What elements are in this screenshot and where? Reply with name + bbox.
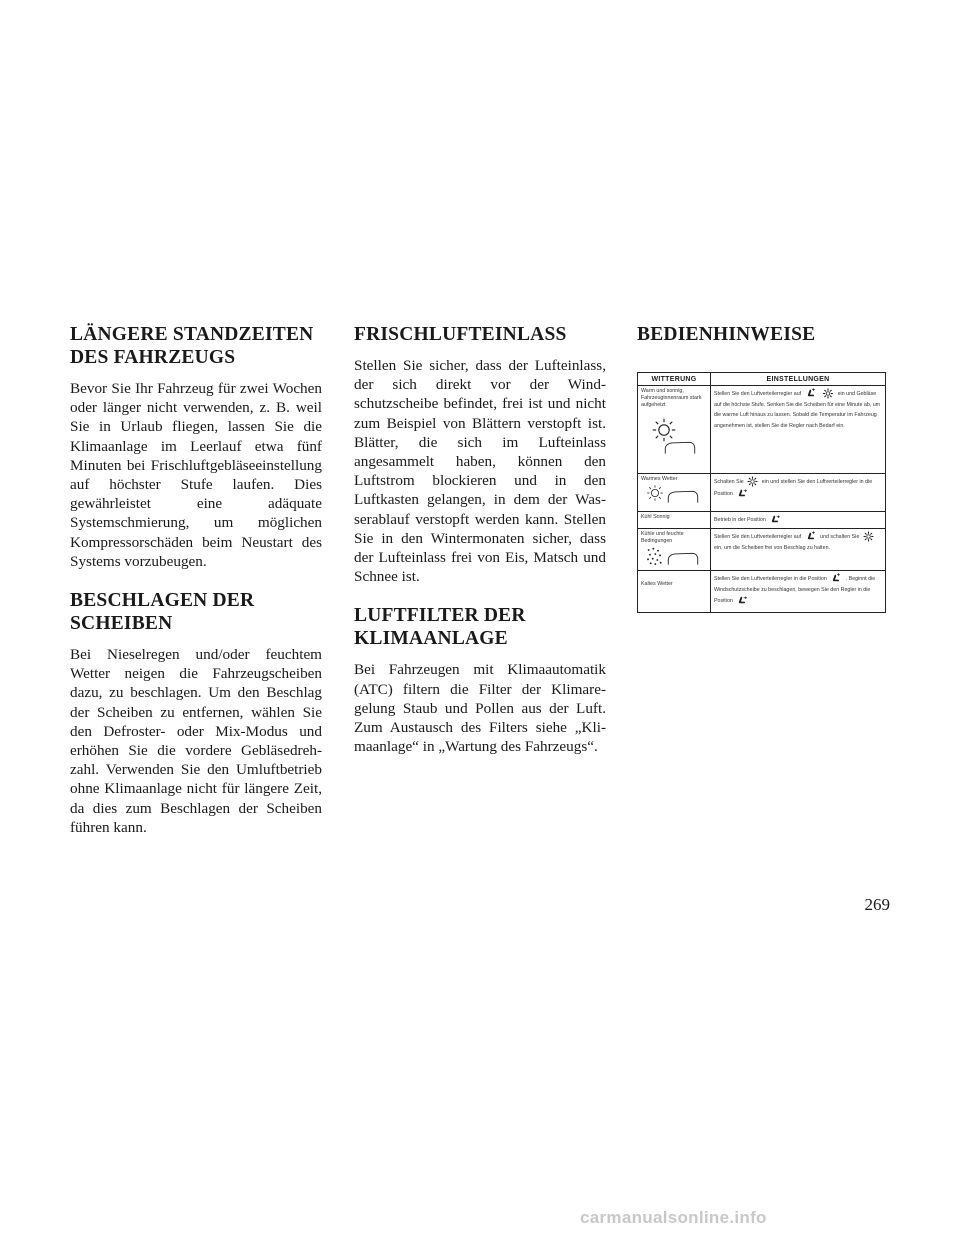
watermark: carmanualsonline.info — [580, 1208, 767, 1227]
column-2 — [354, 323, 606, 770]
bilevel-vent-icon — [769, 514, 781, 525]
paragraph-beschlagen: Bei Nieselregen und/oder feuchtem Wetter neigen die Fahrzeugscheiben dazu, zu beschlagen. Um den Beschlag der Scheiben zu entfernen, wählen Sie den Defroster- oder Mix-Modus und erhöhen Sie die vordere Gebläsedrehzahl. Verwenden Sie den Umluftbetrieb ohne Klimaanlage nicht für längere Zeit, da dies zum Beschlagen der Scheiben führen kann. — [70, 646, 322, 836]
condition-cell — [638, 529, 711, 571]
condition-text: Kühle und feuchte Bedingungen — [641, 531, 684, 544]
floor-vent-icon — [830, 573, 842, 584]
paragraph-luftfilter: Bei Fahrzeugen mit Klimaautomatik (ATC) filtern die Filter der Klimaregelung Staub und Pollen aus der Luft. Zum Austausch des Filters siehe „Klimaanlage“ in „Wartung des Fahrzeugs“. — [354, 661, 606, 756]
defrost-vent-icon — [736, 595, 748, 606]
paragraph-frischlufteinlass: Stellen Sie sicher, dass der Lufteinlass, der sich direkt vor der Windschutzscheibe befindet, frei ist und nicht zum Beispiel von Blättern verstopft ist. Blätter, die sich im Lufteinlass angesammelt haben, können den Luftstrom blockieren und in den Luftkasten gelangen, in dem der Wasserablauf verstopft werden kann. Stellen Sie in den Wintermonaten sicher, dass der Lufteinlass frei von Eis, Matsch und Schnee ist. — [354, 357, 606, 586]
condition-cell — [638, 571, 711, 613]
paragraph-standzeiten: Bevor Sie Ihr Fahrzeug für zwei Wochen oder länger nicht verwenden, z. B. weil Sie in Urlaub fliegen, lassen Sie die Klimaanlage im Leerlauf etwa fünf Minuten bei Frischluftgebläseeinstellung auf höchster Stufe laufen. Dies gewährleistet eine adäquate Systemschmierung, um möglichen Kompressorschäden beim Neustart des Systems vorzubeugen. — [70, 380, 322, 570]
condition-cell — [638, 474, 711, 512]
sun-car-icon — [651, 417, 697, 463]
section-heading-luftfilter: LUFTFILTER DER KLIMAANLAGE — [354, 605, 526, 650]
floor-vent-icon — [805, 388, 817, 399]
section-heading-beschlagen: BESCHLAGEN DER SCHEIBEN — [70, 590, 255, 635]
page-number: 269 — [864, 895, 890, 914]
mix-vent-icon — [805, 531, 817, 542]
condition-text: Warm und sonnig, Fahrzeuginnenraum stark aufgeheizt — [641, 388, 702, 408]
fan-icon — [822, 388, 834, 399]
condition-text: Warmes Wetter — [641, 476, 678, 482]
rain-car-icon — [646, 546, 702, 568]
column-1 — [70, 323, 322, 851]
fan-icon — [747, 476, 758, 487]
condition-text: Kühl Sonnig — [641, 514, 670, 520]
table-row — [638, 571, 886, 613]
settings-cell: Stellen Sie den Luftverteilerregler auf und schalten Sie ein, um die Scheiben frei von Beschlag zu halten. — [711, 529, 886, 571]
settings-cell: Schalten Sie ein und stellen Sie den Luftverteilerregler in die Position — [711, 474, 886, 512]
settings-cell: Betrieb in der Position — [711, 512, 886, 529]
table-row — [638, 529, 886, 571]
sun-car-icon — [646, 484, 702, 506]
section-heading-bedienhinweise: BEDIENHINWEISE — [637, 324, 816, 345]
section-heading-frischlufteinlass: FRISCHLUFTEINLASS — [354, 324, 567, 345]
column-3 — [637, 323, 889, 356]
panel-vent-icon — [736, 488, 748, 499]
section-heading-standzeiten: LÄNGERE STANDZEITEN DES FAHRZEUGS — [70, 324, 314, 368]
operating-tips-table — [637, 372, 886, 613]
condition-cell — [638, 386, 711, 474]
table-header-witterung: WITTERUNG — [638, 373, 711, 386]
condition-text: Kaltes Wetter — [641, 581, 673, 587]
table-row — [638, 474, 886, 512]
fan-icon — [863, 531, 874, 542]
condition-cell — [638, 512, 711, 529]
table-row — [638, 386, 886, 474]
table-row — [638, 512, 886, 529]
table-header-einstellungen: EINSTELLUNGEN — [711, 373, 886, 386]
settings-cell: Stellen Sie den Luftverteilerregler in die Position . Beginnt die Windschutzscheibe zu beschlagen, bewegen Sie den Regler in die Position — [711, 571, 886, 613]
settings-cell: Stellen Sie den Luftverteilerregler auf ein und Gebläse auf die höchste Stufe. Senken Sie die Scheiben für eine Minute ab, um die warme Luft hinaus zu lassen. Sobald die Temperatur im Fahrzeug angenehmen ist, stellen Sie die Regler nach Bedarf ein. — [711, 386, 886, 474]
